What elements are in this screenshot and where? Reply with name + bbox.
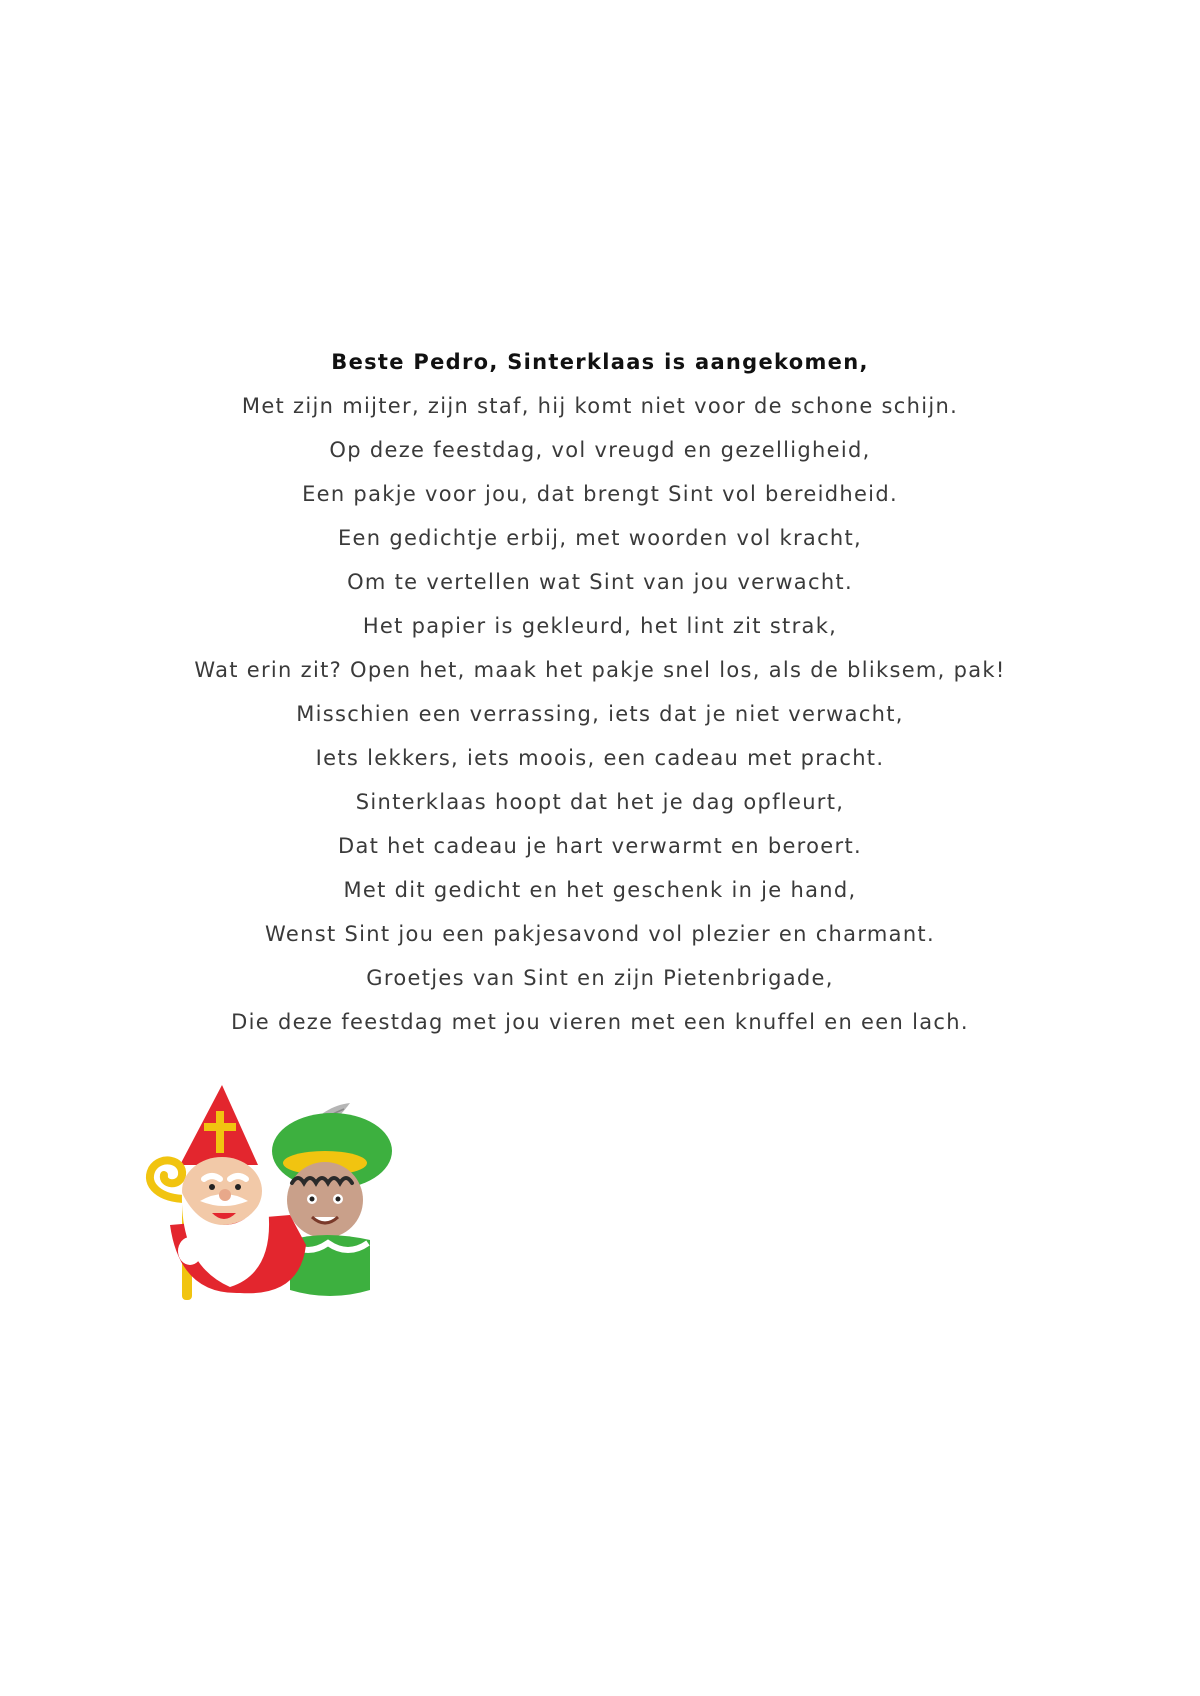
poem-line: Een pakje voor jou, dat brengt Sint vol bereidheid. bbox=[302, 482, 898, 506]
poem-line: Iets lekkers, iets moois, een cadeau met pracht. bbox=[315, 746, 885, 770]
poem bbox=[0, 340, 1200, 1044]
poem-line: Om te vertellen wat Sint van jou verwacht. bbox=[347, 570, 853, 594]
poem-line: Die deze feestdag met jou vieren met een knuffel en een lach. bbox=[231, 1010, 969, 1034]
poem-title: Beste Pedro, Sinterklaas is aangekomen, bbox=[331, 350, 869, 374]
poem-line: Groetjes van Sint en zijn Pietenbrigade, bbox=[366, 966, 834, 990]
poem-line: Een gedichtje erbij, met woorden vol kracht, bbox=[337, 526, 863, 550]
poem-line: Wenst Sint jou een pakjesavond vol plezier en charmant. bbox=[265, 922, 935, 946]
poem-line: Dat het cadeau je hart verwarmt en beroert. bbox=[338, 834, 862, 858]
poem-line: Met dit gedicht en het geschenk in je hand, bbox=[343, 878, 857, 902]
poem-line: Op deze feestdag, vol vreugd en gezelligheid, bbox=[329, 438, 871, 462]
poem-line: Sinterklaas hoopt dat het je dag opfleurt, bbox=[355, 790, 845, 814]
poem-line: Wat erin zit? Open het, maak het pakje snel los, als de bliksem, pak! bbox=[194, 658, 1006, 682]
poem-line: Het papier is gekleurd, het lint zit strak, bbox=[362, 614, 838, 638]
sinterklaas-and-piet-icon bbox=[140, 1075, 420, 1300]
poem-line: Met zijn mijter, zijn staf, hij komt niet voor de schone schijn. bbox=[241, 394, 959, 418]
poem-line: Misschien een verrassing, iets dat je niet verwacht, bbox=[296, 702, 904, 726]
